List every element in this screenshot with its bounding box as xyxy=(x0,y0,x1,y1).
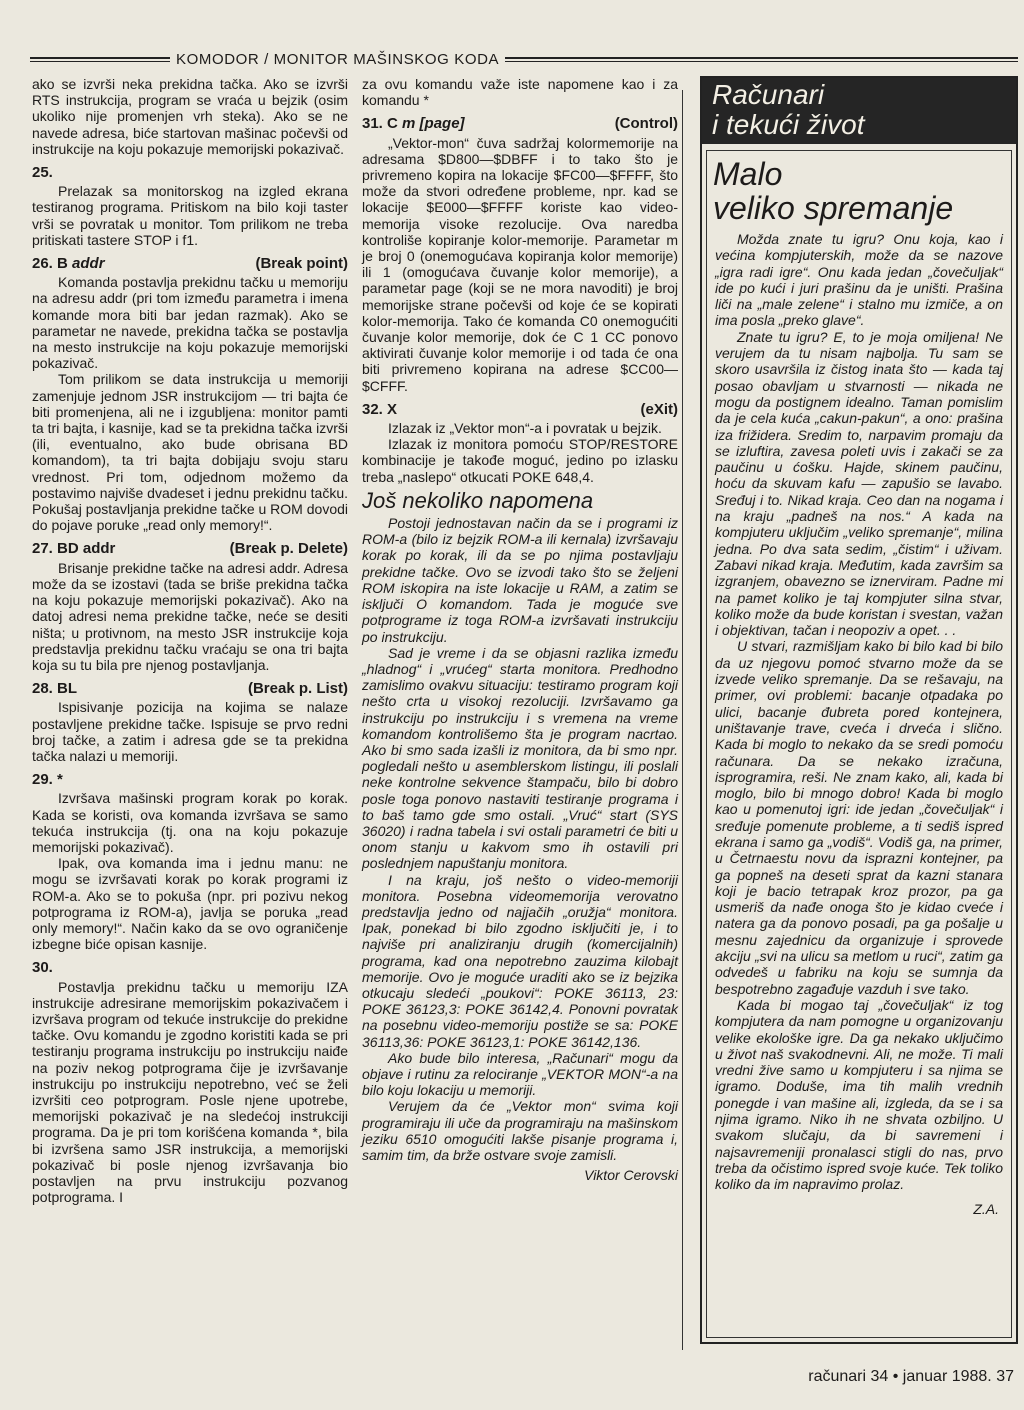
section-32-alt: (eXit) xyxy=(640,400,678,418)
section-32-heading xyxy=(362,402,678,418)
sidebar-inner-frame xyxy=(706,150,1012,1338)
section-31-number: 31. C xyxy=(362,115,403,133)
page-header xyxy=(30,48,1018,70)
section-28-alt: (Break p. List) xyxy=(247,680,348,698)
section-27-alt: (Break p. Delete) xyxy=(229,540,348,558)
section-32-number: 32. X xyxy=(362,400,398,418)
section-26-param: addr xyxy=(72,255,105,273)
notes-paragraph: Ako bude bilo interesa, „Računari“ mogu da objave i rutinu za relociranje „VEKTOR MON“-a na bilo koju lokaciju u memoriji. xyxy=(362,1049,678,1099)
section-27-heading xyxy=(32,541,348,557)
section-32-p1: Izlazak iz „Vektor mon“-a i povratak u bejzik. xyxy=(388,420,662,437)
sidebar-header xyxy=(702,78,1016,144)
section-30-heading xyxy=(32,960,348,976)
section-29-p1: Izvršava mašinski program korak po korak. Kada se koristi, ova komanda izvršava se samo tekuća instrukcija (tj. ona na koju pokazuje memorijski pokazivač). xyxy=(32,790,348,855)
sidebar-header-line2: i tekući život xyxy=(712,109,865,140)
section-29-number: 29. * xyxy=(32,771,63,789)
section-26-heading xyxy=(32,256,348,272)
notes-paragraph: Sad je vreme i da se objasni razlika između „hladnog“ i „vrućeg“ starta monitora. Predhodno zamislimo ovakvu situaciju: testiramo program koji nešto crta u visokoj rezoluciji. Izvršavamo ga instrukciju po instrukciju i s vremena na vreme komandom kontrolišemo šta je program nacrtao. Ako bi smo sada izašli iz monitora, da bi smo npr. pogledali nešto u asemblerskom listingu, ili poslali neke kontrolne sekvence štampaču, bilo bi dobro posle toga ponovo nastaviti testiranje programa i to baš tamo gde smo ostali. „Vruć“ start (SYS 36020) i radna tabela i svi ostali parametri će biti u onom stanju u kakvom smo ih ostavili pri poslednjem napuštanju monitora. xyxy=(362,644,678,872)
notes-section xyxy=(362,487,678,1184)
section-31-heading xyxy=(362,116,678,132)
notes-paragraph: Verujem da će „Vektor mon“ svima koji programiraju ili uče da programiraju na mašinskom jeziku 6510 omogućiti lakše pisanje programa i, samim tim, da brže ostvare svoje zamisli. xyxy=(362,1098,678,1163)
author-signature: Viktor Cerovski xyxy=(584,1167,678,1184)
section-31-alt: (Control) xyxy=(614,115,678,133)
sidebar-paragraph: Možda znate tu igru? Onu koja, kao i većina kompjuterskih, može da se nazove „igra radi igre“. Onu kada jedan „čovečuljak“ ide po kući i juri prašinu da je uništi. Prašina liči na „male zelene“ i stalno mu izmiče, a on ima posla „preko glave“. xyxy=(715,231,1003,329)
page-footer: računari 34 • januar 1988. 37 xyxy=(808,1368,1014,1385)
section-26-number: 26. B xyxy=(32,255,73,273)
section-28-number: 28. BL xyxy=(32,680,78,698)
notes-paragraph: I na kraju, još nešto o video-memoriji monitora. Posebna videomemorija verovatno predstavlja jedno od najjačih „oružja“ monitora. Ipak, ponekad bi bilo zgodno isključiti je, i to najviše pri analiziranju drugih (komercijalnih) programa, kad ona nepotrebno zauzima kilobajt memorije. Ovo je moguće uraditi ako se iz bejzika otkucaju sledeći „poukovi“: POKE 36113, 23: POKE 36123,3: POKE 36142,4. Ponovni povratak na posebnu video-memoriju postiže se sa: POKE 36113,36: POKE 36123,1: POKE 36142,136. xyxy=(362,871,678,1050)
section-27-text: Brisanje prekidne tačke na adresi addr. Adresa može da se izostavi (tada se briše prekidna tačka na koju pokazuje memorijski pokazivač). Ako na datoj adresi nema prekidne tačke, neće se desiti ništa; u protivnom, na mesto JSR instrukcije koja predstavlja prekidnu tačku vraćaju se ona tri bajta koja su tu bila pre njenog postavljanja. xyxy=(32,559,348,673)
col1-intro: ako se izvrši neka prekidna tačka. Ako se izvrši RTS instrukcija, program se vraća u bejzik (osim ukoliko nije promenjen vrh steka). Ako se ne navede adresa, biće startovan mašinac počevši od instrukcije na koju pokazuje memorijski pokazivač. xyxy=(32,76,348,157)
section-25-heading xyxy=(32,165,348,181)
section-29-heading xyxy=(32,772,348,788)
sidebar-title-line1: Malo xyxy=(713,156,783,192)
header-rule-left xyxy=(30,57,170,62)
col2-intro: za ovu komandu važe iste napomene kao i za komandu * xyxy=(362,76,678,109)
section-28-text: Ispisivanje pozicija na kojima se nalaze postavljene prekidne tačke. Ispisuje se prvo redni broj tačke, a zatim i adresa gde se ta prekidna tačka nalazi u memoriji. xyxy=(32,699,348,764)
column-1 xyxy=(32,76,348,1205)
sidebar-title xyxy=(707,151,1011,225)
notes-title: Još nekoliko napomena xyxy=(362,487,594,513)
section-29-p2: Ipak, ova komanda ima i jednu manu: ne mogu se izvršavati korak po korak programi iz ROM-a. Ako se to pokuša (npr. pri pozivu nekog potprograma iz ROM-a), javlja se poruka „read only memory!“. Način kako da se ovo ograničenje izbegne biće opisan kasnije. xyxy=(32,855,348,953)
section-31-param: m [page] xyxy=(402,115,465,133)
section-26-p2: Tom prilikom se data instrukcija u memoriji zamenjuje jednom JSR instrukcijom — tri bajta će biti promenjena, ali ne i izgubljena: monitor pamti ta tri bajta, i kasnije, kad se ta prekidna tačka izvrši (ili, eventualno, ako bude obrisana BD komandom), ta tri bajta dobijaju svoju staru vrednost. Pri tom, odjednom možemo da postavimo najviše dvadeset i jednu prekidnu tačku. Pokušaj postavljanja prekidne tačke u ROM dovodi do pojave poruke „read only memory!“. xyxy=(32,371,348,534)
section-30-number: 30. xyxy=(32,959,53,977)
column-divider xyxy=(682,90,683,1350)
section-31-text: „Vektor-mon“ čuva sadržaj kolormemorije na adresama $D800—$DBFF i to tako što je privremeno kopira na lokacije $FC00—$FFFF, što može da stvori određene probleme, npr. kad se lokacije $E000—$FFFF koriste kao video-memorija visoke rezolucije. Ova naredba kontroliše kopiranje kolor-memorije. Parametar m je broj 0 (onemogućava kopiranja kolor memorije) ili 1 (omogućava čuvanje kolor memorije), a parametar page (koji se ne mora navoditi) je broj memorijske strane počevši od koje će se kopirati kolor-memorija. Tako će komanda C0 onemogućiti čuvanje kolor memorije, dok će C 1 CC ponovo aktivirati čuvanje kolor memorije i od tada će ona biti privremeno kopirana na adrese $CC00—$CFFF. xyxy=(362,134,678,394)
sidebar-paragraph: Kada bi mogao taj „čovečuljak“ iz tog kompjutera da nam pomogne u organizovanju velike ekološke igre. Da ga nekako uključimo u život naš svakodnevni. Ali, ne može. Ti mali vredni žive samo u kompjuteru i sa njima se igramo. Doduše, ima tih malih vrednih ponegde i van mašine ali, izgleda, da se i sa njima igramo. Niko ih ne shvata ozbiljno. U svakom slučaju, da bi savremeni i najsavremeniji pronalasci stigli do nas, prvo treba da očistimo ispred svoje kuće. Tek toliko koliko da im napravimo prolaz. xyxy=(715,996,1003,1193)
sidebar-paragraph: U stvari, razmišljam kako bi bilo kad bi bilo da uz njegovu pomoć stvarno može da se izvede veliko spremanje. Da se rešavaju, na primer, ovi problemi: bacanje otpadaka po ulici, bacanje đubreta pored kontejnera, uništavanje trave, cveća i drveća i slično. Kada bi moglo to nekako da se sredi pomoću računara. Da se nekako izračuna, isprogramira, reši. Ne znam kako, ali, kada bi moglo, bilo bi mnogo dobro! Kada bi moglo kao u pomenutoj igri: ide jedan „čovečuljak“ i sređuje pomenute probleme, a ti sediš ispred ekrana i samo ga „vodiš“. Vodiš ga, na primer, u Četrnaestu novu da isprazni kontejner, pa ga popneš na deseti sprat da kazni stanara koji je bacio tetrapak kroz prozor, pa ga usmeriš da nađe onoga što je kidao cveće i natera ga da ponovo posadi, pa ga pošalje u mesnu zajednicu da organizuje i sprovede akciju „svi na ulicu sa metlom u ruci“, zatim ga odvedeš u fabriku na koju se sumnja da bespotrebno zagađuje vazduh i sve tako. xyxy=(715,638,1003,997)
section-32-p2: Izlazak iz monitora pomoću STOP/RESTORE kombinacije je takođe moguć, jedino po izlasku treba „naslepo“ otkucati POKE 648,4. xyxy=(362,436,678,485)
header-rule-right xyxy=(505,57,1018,62)
sidebar-title-line2: veliko spremanje xyxy=(713,190,954,226)
section-27-number: 27. BD addr xyxy=(32,540,116,558)
column-2 xyxy=(362,76,678,1183)
section-25-number: 25. xyxy=(32,164,53,182)
sidebar-author: Z.A. xyxy=(973,1200,999,1217)
sidebar-paragraph: Znate tu igru? E, to je moja omiljena! Ne verujem da tu nisam najbolja. Tu sam se skoro usavršila iz čistog inata što — kada taj posao obavljam u stvarnosti — nikada ne mogu da postignem idealno. Taman pomislim da je cela kuća „cakun-pakun“, a ono: prašina iza frižidera. Sredim to, narpavim promaju da se izluftira, zavesa poleti uvis i zakači se za paučinu u ćošku. Hajde, skinem paučinu, hoću da skuvam kafu — zapušio se lavabo. Sređuj i to. Nikad kraja. Ceo dan na nogama i na kraju „padneš na nos.“ A kada na kompjuteru uključim „veliko spremanje“, milina jedna. Po dva sata sedim, „čistim“ i uživam. Zabavi nikad kraja. Međutim, kada završim sa izgranjem, obavezno se iznerviram. Padne mi na pamet koliko je taj kompjuter silna stvar, koliko može da bude koristan i svestan, važan i objektivan, tačan i neopoziv a opet. . . xyxy=(715,328,1003,639)
header-title: KOMODOR / MONITOR MAŠINSKOG KODA xyxy=(176,50,500,68)
section-28-heading xyxy=(32,681,348,697)
section-30-text: Postavlja prekidnu tačku u memoriju IZA instrukcije adresirane memorijskim pokazivačem i izvršava program od tekuće instrukcije do prekidne tačke. Ovu komandu je zgodno koristiti kada se pri testiranju programa instrukciju po instrukciju naiđe na poziv nekog potprograma čije je izvršavanje instrukciju po instrukciju nepotrebno, već se želi izvršiti ceo potprogram. Posle njene upotrebe, memorijski pokazivač je na sledećoj instrukciji programa. Da je pri tom korišćena komanda *, bila bi izvršena samo JSR instrukcija, a memorijski pokazivač bi posle njenog izvršavanja bio postavljen na prvu instrukciju pozvanog potprograma. I xyxy=(32,978,348,1206)
notes-paragraph: Postoji jednostavan način da se i programi iz ROM-a (bilo iz bejzik ROM-a ili kernala) izvršavaju korak po korak, ili da se po njima postavljaju prekidne tačke. Ovo se izvodi tako što se željeni ROM iskopira na iste lokacije u RAM, a zatim se isključi O komandom. Tada je moguće sve potprograme iz toga ROM-a izvršavati instrukciju po instrukciju. xyxy=(362,515,678,645)
section-26-p1: Komanda postavlja prekidnu tačku u memoriju na adresu addr (pri tom između parametra i imena komande mora biti bar jedan razmak). Ako se parametar ne navede, prekidna tačka se postavlja na mesto instrukcije na koju pokazuje memorijski pokazivač. xyxy=(32,274,348,372)
sidebar-header-line1: Računari xyxy=(712,79,825,110)
sidebar-text xyxy=(707,225,1011,1193)
section-25-text: Prelazak sa monitorskog na izgled ekrana testiranog programa. Pritiskom na bilo koji taster vrši se povratak u monitor. Tom prilikom ne treba pritiskati tastere STOP i f1. xyxy=(32,183,348,248)
sidebar-box xyxy=(700,76,1018,1344)
section-26-alt: (Break point) xyxy=(255,255,348,273)
